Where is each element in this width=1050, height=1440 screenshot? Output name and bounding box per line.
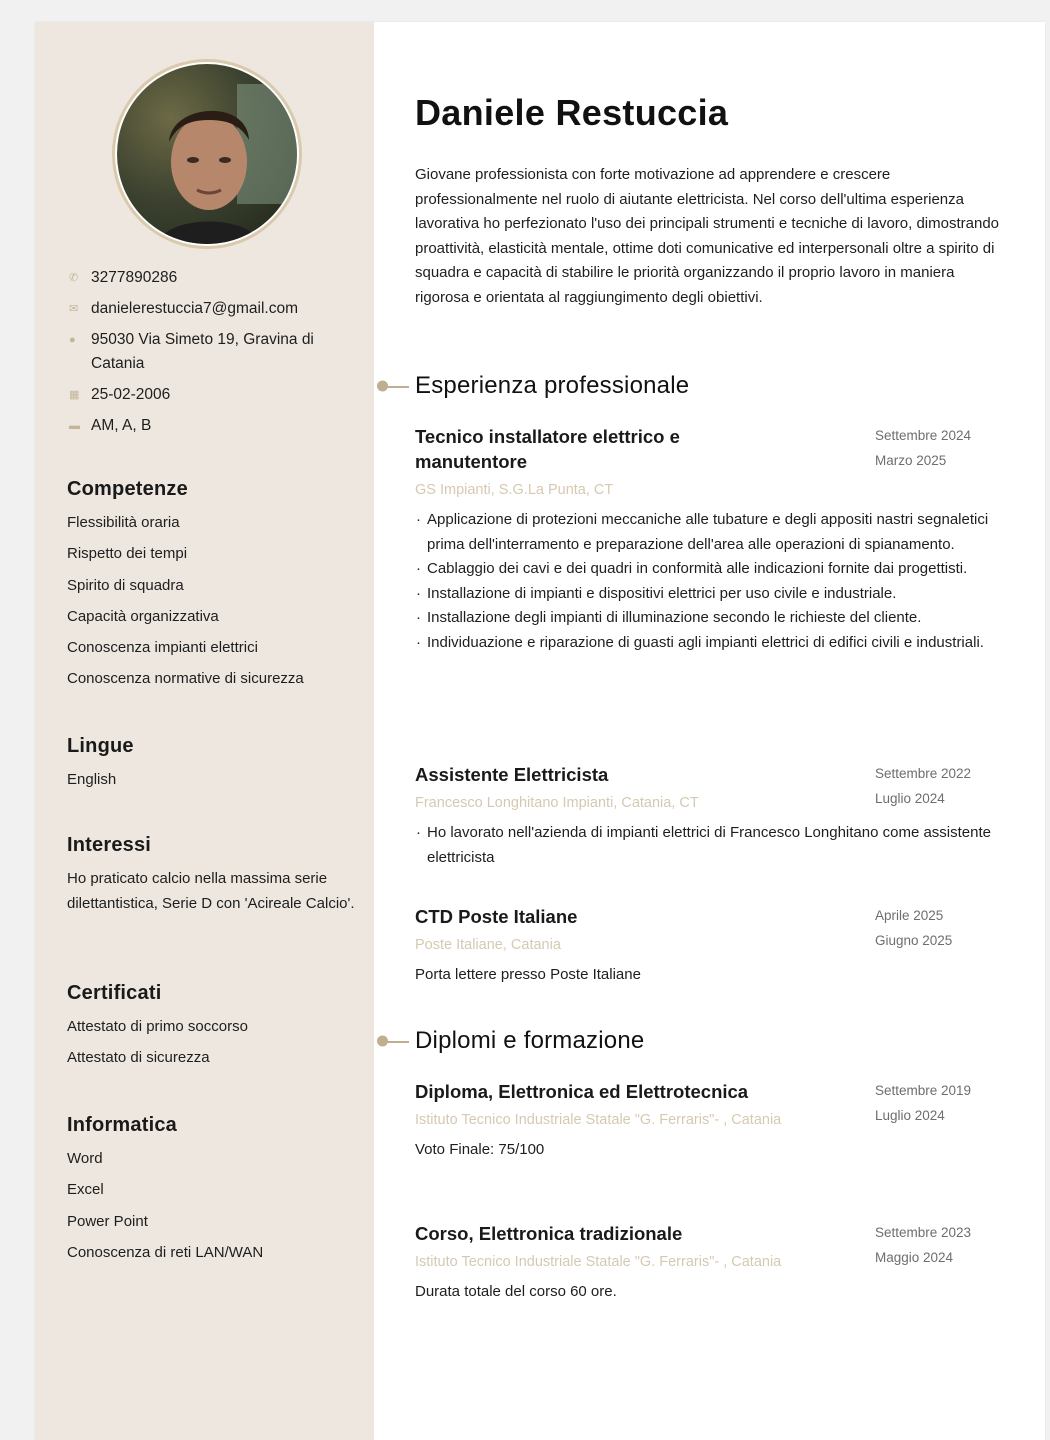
entry-start-date: Settembre 2024 — [875, 428, 972, 443]
competenze-title: Competenze — [67, 478, 188, 500]
interessi-title: Interessi — [67, 834, 152, 856]
phone-icon: ✆ — [69, 272, 79, 284]
entry-organization: GS Impianti, S.G.La Punta, CT — [415, 482, 614, 498]
list-item: · Individuazione e riparazione di guasti agli impianti elettrici di edifici civili e industriali. — [415, 631, 1010, 656]
entry-organization: Istituto Tecnico Industriale Statale "G. Ferraris"- , Catania — [415, 1112, 782, 1128]
list-item: Capacità organizzativa — [67, 607, 219, 625]
birthdate-text: 25-02-2006 — [91, 386, 171, 403]
education-entry — [415, 1221, 1010, 1304]
experience-title: Esperienza professionale — [415, 372, 690, 399]
entry-title: Diploma, Elettronica ed Elettrotecnica — [415, 1081, 749, 1102]
list-item: · Installazione degli impianti di illuminazione secondo le richieste del cliente. — [415, 606, 1010, 631]
informatica-title: Informatica — [67, 1114, 178, 1136]
list-item: · Ho lavorato nell'azienda di impianti elettrici di Francesco Longhitano come assistente elettricista — [415, 821, 1010, 870]
list-item: Excel — [67, 1181, 104, 1199]
email-address: danielerestuccia7@gmail.com — [91, 300, 298, 317]
license-text: AM, A, B — [91, 417, 152, 434]
contact-list — [67, 266, 357, 445]
entry-start-date: Settembre 2022 — [875, 766, 972, 781]
list-item: · Applicazione di protezioni meccaniche alle tubature e degli appositi nastri segnaletici prima dell'interramento e preparazione dell'area alle operazioni di spianamento. — [415, 508, 1010, 557]
entry-dates — [875, 1079, 1000, 1128]
entry-title: Tecnico installatore elettrico e manutentore — [415, 426, 680, 472]
person-portrait-icon — [117, 64, 297, 244]
contact-address — [67, 328, 357, 376]
contact-license — [67, 414, 357, 438]
entry-title: CTD Poste Italiane — [415, 906, 578, 927]
experience-heading — [415, 372, 689, 400]
interessi-text: Ho praticato calcio nella massima serie dilettantistica, Serie D con 'Acireale Calcio'. — [67, 870, 355, 912]
list-item: Attestato di sicurezza — [67, 1049, 210, 1067]
certificati-section — [67, 982, 357, 1078]
list-item: Attestato di primo soccorso — [67, 1018, 248, 1035]
section-line-icon — [385, 386, 409, 388]
lingue-title: Lingue — [67, 735, 134, 757]
experience-entry — [415, 904, 1010, 987]
profile-summary: Giovane professionista con forte motivazione ad apprendere e crescere professionalmente nel ruolo di aiutante elettricista. Nel corso dell'ultima esperienza lavorativa ho perfezionato l'uso dei principali strumenti e tecniche di lavoro, dimostrando proattività, elasticità mentale, ottime doti comunicative ed interpersonali oltre a spirito di squadra e capacità di stabilire le priorità organizzando il proprio lavoro in maniera rigorosa e orientata al raggiungimento degli obiettivi. — [415, 166, 1000, 306]
entry-dates — [875, 424, 1000, 473]
entry-title: Assistente Elettricista — [415, 764, 609, 785]
list-item: Spirito di squadra — [67, 576, 184, 594]
entry-start-date: Aprile 2025 — [875, 908, 944, 923]
experience-entry — [415, 762, 1010, 870]
education-entry — [415, 1079, 1010, 1162]
list-item: · Installazione di impianti e dispositivi elettrici per uso civile e industriale. — [415, 582, 1010, 607]
entry-bullets — [415, 508, 1010, 655]
entry-end-date: Luglio 2024 — [875, 1107, 945, 1123]
entry-description: Durata totale del corso 60 ore. — [415, 1283, 617, 1300]
section-line-icon — [385, 1041, 409, 1043]
entry-description: Porta lettere presso Poste Italiane — [415, 966, 641, 983]
sidebar — [35, 22, 374, 1440]
address-text: 95030 Via Simeto 19, Gravina di Catania — [91, 331, 314, 372]
entry-bullets — [415, 821, 1010, 870]
resume-page — [35, 22, 1045, 1440]
list-item: English — [67, 771, 117, 788]
list-item: Flessibilità oraria — [67, 514, 180, 531]
calendar-icon: ▦ — [69, 389, 80, 401]
list-item: Word — [67, 1150, 103, 1167]
entry-dates — [875, 904, 1000, 953]
entry-start-date: Settembre 2019 — [875, 1083, 972, 1098]
entry-end-date: Giugno 2025 — [875, 932, 953, 948]
list-item: Conoscenza di reti LAN/WAN — [67, 1243, 264, 1261]
education-title: Diplomi e formazione — [415, 1027, 645, 1054]
entry-end-date: Marzo 2025 — [875, 452, 947, 468]
mail-icon: ✉ — [69, 303, 79, 315]
location-icon: ● — [69, 334, 76, 346]
profile-photo-image — [117, 64, 297, 244]
car-icon: ▬ — [69, 420, 80, 432]
interessi-section — [67, 834, 357, 916]
informatica-section — [67, 1114, 357, 1272]
certificati-title: Certificati — [67, 982, 162, 1004]
experience-entry — [415, 424, 1010, 655]
entry-dates — [875, 1221, 1000, 1270]
lingue-section — [67, 735, 357, 799]
entry-start-date: Settembre 2023 — [875, 1225, 972, 1240]
list-item: Conoscenza normative di sicurezza — [67, 670, 304, 688]
education-heading — [415, 1027, 644, 1055]
phone-number: 3277890286 — [91, 269, 178, 286]
list-item: Power Point — [67, 1212, 148, 1230]
profile-photo — [112, 59, 302, 249]
contact-phone — [67, 266, 357, 290]
contact-email — [67, 297, 357, 321]
entry-dates — [875, 762, 1000, 811]
entry-organization: Istituto Tecnico Industriale Statale "G. Ferraris"- , Catania — [415, 1254, 782, 1270]
entry-end-date: Maggio 2024 — [875, 1249, 954, 1265]
competenze-section — [67, 478, 357, 699]
entry-description: Voto Finale: 75/100 — [415, 1141, 545, 1158]
entry-end-date: Luglio 2024 — [875, 790, 945, 806]
entry-title: Corso, Elettronica tradizionale — [415, 1223, 683, 1244]
contact-birthdate — [67, 383, 357, 407]
list-item: Rispetto dei tempi — [67, 545, 188, 563]
entry-organization: Francesco Longhitano Impianti, Catania, CT — [415, 795, 699, 811]
page-title: Daniele Restuccia — [415, 92, 729, 133]
list-item: Conoscenza impianti elettrici — [67, 639, 258, 657]
entry-organization: Poste Italiane, Catania — [415, 937, 561, 953]
list-item: · Cablaggio dei cavi e dei quadri in conformità alle indicazioni fornite dai progettisti. — [415, 557, 1010, 582]
